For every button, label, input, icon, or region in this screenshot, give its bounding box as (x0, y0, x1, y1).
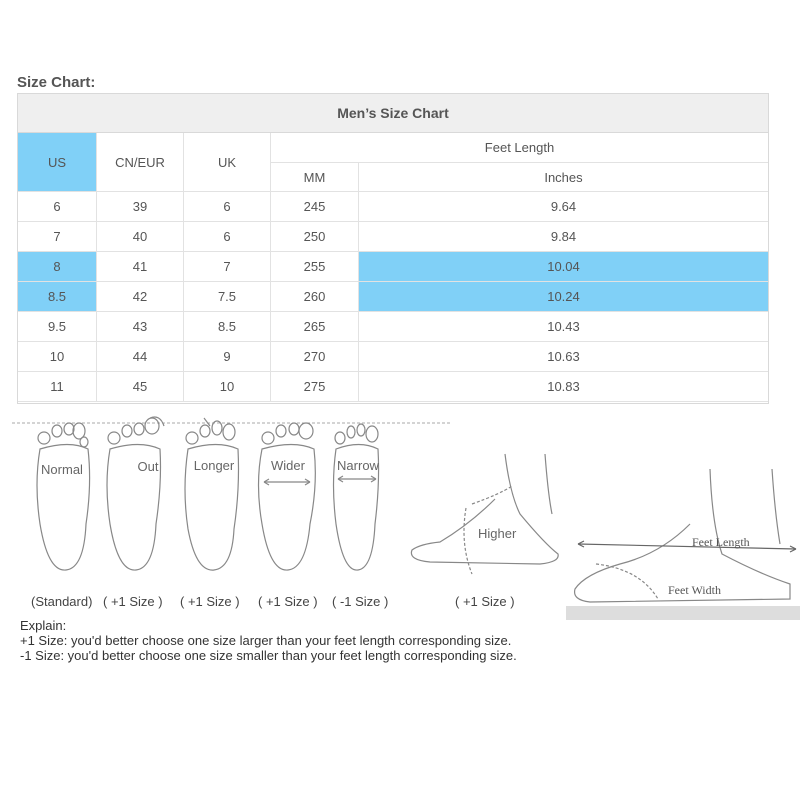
caption-longer: ( +1 Size ) (180, 594, 240, 609)
cell-uk: 7 (184, 252, 271, 282)
table-title: Men’s Size Chart (18, 94, 768, 133)
cell-mm: 245 (271, 192, 359, 222)
header-inches: Inches (359, 163, 768, 192)
cell-inches: 10.83 (359, 372, 768, 402)
caption-narrow: ( -1 Size ) (332, 594, 389, 609)
foot-illustration (0, 404, 800, 624)
cell-us: 8 (18, 252, 97, 282)
cell-mm: 250 (271, 222, 359, 252)
cell-inches: 9.84 (359, 222, 768, 252)
header-cn-eur: CN/EUR (97, 133, 184, 192)
ruler-icon (566, 606, 800, 620)
explain-plus: +1 Size: you'd better choose one size larger than your feet length corresponding size. (20, 633, 512, 648)
header-mm: MM (271, 163, 359, 192)
out-foot-icon (107, 417, 164, 570)
cell-mm: 255 (271, 252, 359, 282)
caption-standard: (Standard) (31, 594, 93, 609)
narrow-foot-icon (334, 424, 379, 570)
cell-uk: 6 (184, 192, 271, 222)
foot-types-figure (0, 404, 800, 624)
cell-cn-eur: 44 (97, 342, 184, 372)
higher-foot-icon (411, 454, 558, 574)
page-heading: Size Chart: (17, 74, 96, 91)
cell-inches: 10.43 (359, 312, 768, 342)
label-out: Out (137, 459, 159, 474)
label-wider: Wider (271, 458, 305, 473)
cell-inches: 10.24 (359, 282, 768, 312)
cell-cn-eur: 45 (97, 372, 184, 402)
longer-foot-icon (185, 418, 239, 570)
caption-wider: ( +1 Size ) (258, 594, 318, 609)
label-normal: Normal (41, 462, 83, 477)
wider-foot-icon (259, 423, 316, 570)
cell-uk: 8.5 (184, 312, 271, 342)
header-feet-length: Feet Length (271, 133, 768, 163)
cell-mm: 270 (271, 342, 359, 372)
size-chart-table (17, 93, 769, 404)
cell-cn-eur: 42 (97, 282, 184, 312)
label-feet-width: Feet Width (668, 583, 721, 597)
cell-uk: 10 (184, 372, 271, 402)
cell-mm: 260 (271, 282, 359, 312)
label-higher: Higher (478, 526, 517, 541)
header-uk: UK (184, 133, 271, 192)
explain-minus: -1 Size: you'd better choose one size smaller than your feet length corresponding size. (20, 648, 517, 663)
normal-foot-icon (37, 423, 90, 570)
header-us: US (18, 133, 97, 192)
cell-cn-eur: 41 (97, 252, 184, 282)
cell-inches: 9.64 (359, 192, 768, 222)
cell-cn-eur: 39 (97, 192, 184, 222)
cell-cn-eur: 40 (97, 222, 184, 252)
label-narrow: Narrow (337, 458, 379, 473)
label-feet-length: Feet Length (692, 535, 750, 549)
cell-mm: 275 (271, 372, 359, 402)
explain-title: Explain: (20, 618, 67, 633)
cell-us: 10 (18, 342, 97, 372)
cell-us: 8.5 (18, 282, 97, 312)
cell-us: 7 (18, 222, 97, 252)
cell-uk: 6 (184, 222, 271, 252)
cell-uk: 7.5 (184, 282, 271, 312)
cell-inches: 10.63 (359, 342, 768, 372)
cell-cn-eur: 43 (97, 312, 184, 342)
cell-mm: 265 (271, 312, 359, 342)
cell-us: 6 (18, 192, 97, 222)
label-longer: Longer (193, 458, 235, 473)
cell-uk: 9 (184, 342, 271, 372)
caption-out: ( +1 Size ) (103, 594, 163, 609)
cell-us: 11 (18, 372, 97, 402)
cell-us: 9.5 (18, 312, 97, 342)
cell-inches: 10.04 (359, 252, 768, 282)
caption-higher: ( +1 Size ) (455, 594, 515, 609)
